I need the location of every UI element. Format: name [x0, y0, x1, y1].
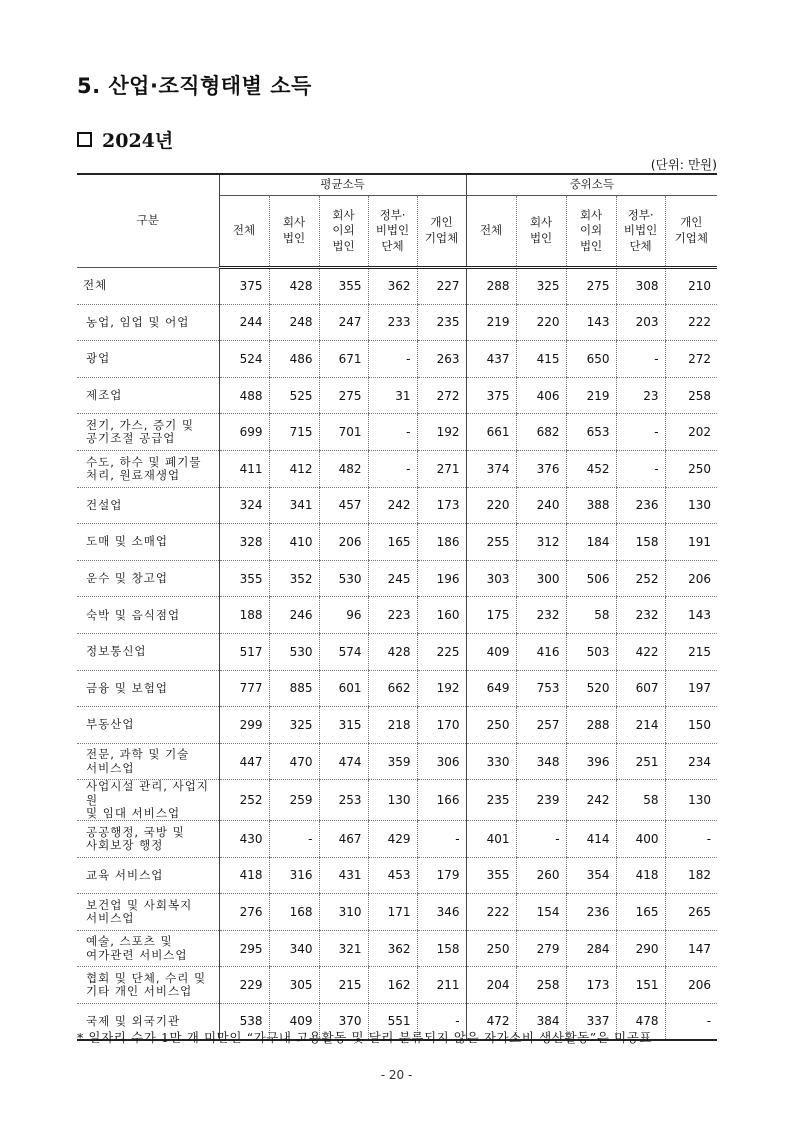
value-cell: 171 — [368, 894, 417, 931]
value-cell: 715 — [269, 414, 319, 451]
table-row — [77, 377, 717, 414]
value-cell: 574 — [319, 633, 368, 670]
value-cell: 325 — [516, 268, 566, 305]
subcolumn-header: 정부· 비법인 단체 — [368, 196, 417, 268]
value-cell: 272 — [665, 341, 717, 378]
value-cell: 235 — [417, 304, 466, 341]
value-cell: 143 — [566, 304, 616, 341]
row-label: 수도, 하수 및 폐기물 처리, 원료재생업 — [77, 450, 219, 487]
value-cell: 23 — [616, 377, 665, 414]
value-cell: 388 — [566, 487, 616, 524]
value-cell: 210 — [665, 268, 717, 305]
value-cell: 184 — [566, 524, 616, 561]
value-cell: 242 — [368, 487, 417, 524]
value-cell: 151 — [616, 967, 665, 1004]
value-cell: 220 — [516, 304, 566, 341]
year-label: 2024년 — [102, 130, 174, 152]
value-cell: - — [616, 414, 665, 451]
value-cell: - — [368, 341, 417, 378]
value-cell: 247 — [319, 304, 368, 341]
table-row — [77, 857, 717, 894]
value-cell: 316 — [269, 857, 319, 894]
value-cell: 324 — [219, 487, 269, 524]
value-cell: 662 — [368, 670, 417, 707]
value-cell: 409 — [466, 633, 516, 670]
year-subheading — [77, 126, 173, 153]
value-cell: 503 — [566, 633, 616, 670]
footnote: * 일자리 수가 1만 개 미만인 “가구내 고용활동 및 달리 분류되지 않은 자가소비 생산활동”은 미공표 — [77, 1030, 653, 1045]
value-cell: 252 — [219, 780, 269, 821]
value-cell: 412 — [269, 450, 319, 487]
value-cell: 154 — [516, 894, 566, 931]
row-label: 교육 서비스업 — [77, 857, 219, 894]
value-cell: 250 — [466, 930, 516, 967]
row-label: 사업시설 관리, 사업지원 및 임대 서비스업 — [77, 780, 219, 821]
value-cell: 362 — [368, 268, 417, 305]
value-cell: 346 — [417, 894, 466, 931]
value-cell: 530 — [269, 633, 319, 670]
row-label: 제조업 — [77, 377, 219, 414]
value-cell: 253 — [319, 780, 368, 821]
value-cell: 175 — [466, 597, 516, 634]
value-cell: 179 — [417, 857, 466, 894]
value-cell: 437 — [466, 341, 516, 378]
income-table — [77, 173, 717, 1041]
value-cell: 305 — [269, 967, 319, 1004]
value-cell: 279 — [516, 930, 566, 967]
table-row — [77, 487, 717, 524]
value-cell: 478 — [616, 1003, 665, 1040]
value-cell: 328 — [219, 524, 269, 561]
row-label: 공공행정, 국방 및 사회보장 행정 — [77, 820, 219, 857]
value-cell: 272 — [417, 377, 466, 414]
value-cell: 321 — [319, 930, 368, 967]
value-cell: 245 — [368, 560, 417, 597]
value-cell: 431 — [319, 857, 368, 894]
value-cell: 885 — [269, 670, 319, 707]
value-cell: 258 — [516, 967, 566, 1004]
value-cell: 239 — [516, 780, 566, 821]
row-label: 협회 및 단체, 수리 및 기타 개인 서비스업 — [77, 967, 219, 1004]
value-cell: 165 — [368, 524, 417, 561]
value-cell: 219 — [566, 377, 616, 414]
subcolumn-header: 개인 기업체 — [665, 196, 717, 268]
value-cell: 206 — [319, 524, 368, 561]
value-cell: 777 — [219, 670, 269, 707]
value-cell: 653 — [566, 414, 616, 451]
value-cell: 160 — [417, 597, 466, 634]
value-cell: 506 — [566, 560, 616, 597]
value-cell: 206 — [665, 967, 717, 1004]
value-cell: 211 — [417, 967, 466, 1004]
value-cell: 482 — [319, 450, 368, 487]
table-row — [77, 524, 717, 561]
value-cell: 352 — [269, 560, 319, 597]
value-cell: 182 — [665, 857, 717, 894]
group-header-average: 평균소득 — [219, 174, 466, 196]
value-cell: 260 — [516, 857, 566, 894]
value-cell: - — [368, 450, 417, 487]
value-cell: 170 — [417, 707, 466, 744]
value-cell: 472 — [466, 1003, 516, 1040]
value-cell: 166 — [417, 780, 466, 821]
value-cell: 474 — [319, 743, 368, 780]
value-cell: 173 — [566, 967, 616, 1004]
value-cell: 276 — [219, 894, 269, 931]
value-cell: 300 — [516, 560, 566, 597]
value-cell: 158 — [616, 524, 665, 561]
value-cell: 354 — [566, 857, 616, 894]
value-cell: 143 — [665, 597, 717, 634]
value-cell: 130 — [368, 780, 417, 821]
value-cell: 252 — [616, 560, 665, 597]
row-label: 건설업 — [77, 487, 219, 524]
value-cell: 374 — [466, 450, 516, 487]
value-cell: 233 — [368, 304, 417, 341]
value-cell: - — [269, 820, 319, 857]
value-cell: 234 — [665, 743, 717, 780]
value-cell: 488 — [219, 377, 269, 414]
value-cell: 246 — [269, 597, 319, 634]
value-cell: 525 — [269, 377, 319, 414]
table-row — [77, 268, 717, 305]
subcolumn-header: 회사 법인 — [269, 196, 319, 268]
value-cell: 222 — [466, 894, 516, 931]
row-label: 광업 — [77, 341, 219, 378]
value-cell: 196 — [417, 560, 466, 597]
value-cell: 192 — [417, 670, 466, 707]
row-label: 전문, 과학 및 기술 서비스업 — [77, 743, 219, 780]
value-cell: 299 — [219, 707, 269, 744]
value-cell: 236 — [616, 487, 665, 524]
value-cell: 418 — [616, 857, 665, 894]
value-cell: 197 — [665, 670, 717, 707]
row-label: 정보통신업 — [77, 633, 219, 670]
value-cell: 255 — [466, 524, 516, 561]
value-cell: 530 — [319, 560, 368, 597]
row-label: 운수 및 창고업 — [77, 560, 219, 597]
value-cell: 271 — [417, 450, 466, 487]
value-cell: 303 — [466, 560, 516, 597]
value-cell: 430 — [219, 820, 269, 857]
value-cell: 409 — [269, 1003, 319, 1040]
value-cell: 308 — [616, 268, 665, 305]
value-cell: 355 — [319, 268, 368, 305]
value-cell: 284 — [566, 930, 616, 967]
value-cell: - — [665, 820, 717, 857]
value-cell: 204 — [466, 967, 516, 1004]
table-row — [77, 707, 717, 744]
value-cell: 295 — [219, 930, 269, 967]
value-cell: 453 — [368, 857, 417, 894]
value-cell: 58 — [566, 597, 616, 634]
value-cell: 650 — [566, 341, 616, 378]
value-cell: 337 — [566, 1003, 616, 1040]
value-cell: 130 — [665, 780, 717, 821]
value-cell: 517 — [219, 633, 269, 670]
value-cell: 232 — [516, 597, 566, 634]
value-cell: 376 — [516, 450, 566, 487]
row-label: 숙박 및 음식점업 — [77, 597, 219, 634]
value-cell: 467 — [319, 820, 368, 857]
value-cell: 31 — [368, 377, 417, 414]
value-cell: 601 — [319, 670, 368, 707]
value-cell: 452 — [566, 450, 616, 487]
value-cell: 219 — [466, 304, 516, 341]
value-cell: 414 — [566, 820, 616, 857]
row-label: 농업, 임업 및 어업 — [77, 304, 219, 341]
value-cell: 225 — [417, 633, 466, 670]
table-row — [77, 820, 717, 857]
value-cell: 551 — [368, 1003, 417, 1040]
value-cell: 173 — [417, 487, 466, 524]
value-cell: 206 — [665, 560, 717, 597]
value-cell: 188 — [219, 597, 269, 634]
table-row — [77, 560, 717, 597]
value-cell: 418 — [219, 857, 269, 894]
value-cell: 447 — [219, 743, 269, 780]
value-cell: 457 — [319, 487, 368, 524]
page-number: - 20 - — [380, 1068, 413, 1082]
value-cell: 192 — [417, 414, 466, 451]
subcolumn-header: 개인 기업체 — [417, 196, 466, 268]
value-cell: 340 — [269, 930, 319, 967]
value-cell: 649 — [466, 670, 516, 707]
value-cell: 130 — [665, 487, 717, 524]
subcolumn-header: 회사 이외 법인 — [566, 196, 616, 268]
value-cell: 753 — [516, 670, 566, 707]
value-cell: 341 — [269, 487, 319, 524]
row-label: 보건업 및 사회복지 서비스업 — [77, 894, 219, 931]
value-cell: - — [417, 1003, 466, 1040]
table-row — [77, 780, 717, 821]
value-cell: 325 — [269, 707, 319, 744]
table-row — [77, 414, 717, 451]
value-cell: 661 — [466, 414, 516, 451]
value-cell: - — [516, 820, 566, 857]
value-cell: 330 — [466, 743, 516, 780]
value-cell: 375 — [466, 377, 516, 414]
row-label: 전체 — [77, 268, 219, 305]
value-cell: 218 — [368, 707, 417, 744]
value-cell: 214 — [616, 707, 665, 744]
value-cell: 524 — [219, 341, 269, 378]
value-cell: 401 — [466, 820, 516, 857]
value-cell: 486 — [269, 341, 319, 378]
value-cell: 258 — [665, 377, 717, 414]
value-cell: 362 — [368, 930, 417, 967]
subcolumn-header: 정부· 비법인 단체 — [616, 196, 665, 268]
value-cell: 158 — [417, 930, 466, 967]
table-row — [77, 967, 717, 1004]
value-cell: 227 — [417, 268, 466, 305]
value-cell: 203 — [616, 304, 665, 341]
table-row — [77, 450, 717, 487]
subcolumn-header: 회사 법인 — [516, 196, 566, 268]
value-cell: 290 — [616, 930, 665, 967]
row-label: 도매 및 소매업 — [77, 524, 219, 561]
value-cell: 96 — [319, 597, 368, 634]
value-cell: 699 — [219, 414, 269, 451]
value-cell: 312 — [516, 524, 566, 561]
value-cell: - — [665, 1003, 717, 1040]
value-cell: 415 — [516, 341, 566, 378]
table-row — [77, 597, 717, 634]
value-cell: 263 — [417, 341, 466, 378]
value-cell: 215 — [665, 633, 717, 670]
value-cell: 223 — [368, 597, 417, 634]
value-cell: 186 — [417, 524, 466, 561]
value-cell: 429 — [368, 820, 417, 857]
value-cell: 58 — [616, 780, 665, 821]
value-cell: 396 — [566, 743, 616, 780]
value-cell: 607 — [616, 670, 665, 707]
row-label: 예술, 스포츠 및 여가관련 서비스업 — [77, 930, 219, 967]
value-cell: 162 — [368, 967, 417, 1004]
value-cell: 406 — [516, 377, 566, 414]
value-cell: - — [616, 341, 665, 378]
value-cell: 470 — [269, 743, 319, 780]
value-cell: 250 — [665, 450, 717, 487]
value-cell: 355 — [466, 857, 516, 894]
value-cell: 215 — [319, 967, 368, 1004]
value-cell: 400 — [616, 820, 665, 857]
value-cell: 682 — [516, 414, 566, 451]
value-cell: 265 — [665, 894, 717, 931]
value-cell: 222 — [665, 304, 717, 341]
value-cell: 202 — [665, 414, 717, 451]
value-cell: 288 — [566, 707, 616, 744]
value-cell: 275 — [566, 268, 616, 305]
table-row — [77, 743, 717, 780]
subcolumn-header: 전체 — [219, 196, 269, 268]
group-header-median: 중위소득 — [466, 174, 717, 196]
value-cell: 384 — [516, 1003, 566, 1040]
table-row — [77, 633, 717, 670]
table-row — [77, 670, 717, 707]
value-cell: 248 — [269, 304, 319, 341]
value-cell: 355 — [219, 560, 269, 597]
value-cell: 236 — [566, 894, 616, 931]
table-row — [77, 304, 717, 341]
value-cell: - — [616, 450, 665, 487]
value-cell: 242 — [566, 780, 616, 821]
checkbox-square-icon — [77, 132, 92, 147]
value-cell: 235 — [466, 780, 516, 821]
row-label: 전기, 가스, 증기 및 공기조절 공급업 — [77, 414, 219, 451]
value-cell: 220 — [466, 487, 516, 524]
value-cell: 251 — [616, 743, 665, 780]
value-cell: 250 — [466, 707, 516, 744]
value-cell: 147 — [665, 930, 717, 967]
value-cell: 359 — [368, 743, 417, 780]
value-cell: 168 — [269, 894, 319, 931]
value-cell: 165 — [616, 894, 665, 931]
value-cell: 315 — [319, 707, 368, 744]
value-cell: 428 — [368, 633, 417, 670]
value-cell: 232 — [616, 597, 665, 634]
subcolumn-header: 전체 — [466, 196, 516, 268]
value-cell: 671 — [319, 341, 368, 378]
value-cell: 348 — [516, 743, 566, 780]
value-cell: 422 — [616, 633, 665, 670]
value-cell: 538 — [219, 1003, 269, 1040]
value-cell: 416 — [516, 633, 566, 670]
value-cell: 520 — [566, 670, 616, 707]
table-row — [77, 341, 717, 378]
value-cell: 257 — [516, 707, 566, 744]
table-row — [77, 894, 717, 931]
row-label: 부동산업 — [77, 707, 219, 744]
value-cell: 244 — [219, 304, 269, 341]
value-cell: 410 — [269, 524, 319, 561]
section-heading: 5. 산업·조직형태별 소득 — [77, 74, 312, 98]
value-cell: 150 — [665, 707, 717, 744]
subcolumn-header: 회사 이외 법인 — [319, 196, 368, 268]
value-cell: 411 — [219, 450, 269, 487]
value-cell: 310 — [319, 894, 368, 931]
row-label: 금융 및 보험업 — [77, 670, 219, 707]
value-cell: 428 — [269, 268, 319, 305]
value-cell: 370 — [319, 1003, 368, 1040]
value-cell: 701 — [319, 414, 368, 451]
value-cell: 306 — [417, 743, 466, 780]
value-cell: 375 — [219, 268, 269, 305]
value-cell: 229 — [219, 967, 269, 1004]
value-cell: - — [368, 414, 417, 451]
value-cell: 191 — [665, 524, 717, 561]
unit-label: (단위: 만원) — [650, 157, 717, 172]
value-cell: 240 — [516, 487, 566, 524]
row-label: 국제 및 외국기관 — [77, 1003, 219, 1040]
value-cell: - — [417, 820, 466, 857]
table-row — [77, 930, 717, 967]
value-cell: 259 — [269, 780, 319, 821]
value-cell: 275 — [319, 377, 368, 414]
category-header: 구분 — [77, 174, 219, 268]
value-cell: 288 — [466, 268, 516, 305]
